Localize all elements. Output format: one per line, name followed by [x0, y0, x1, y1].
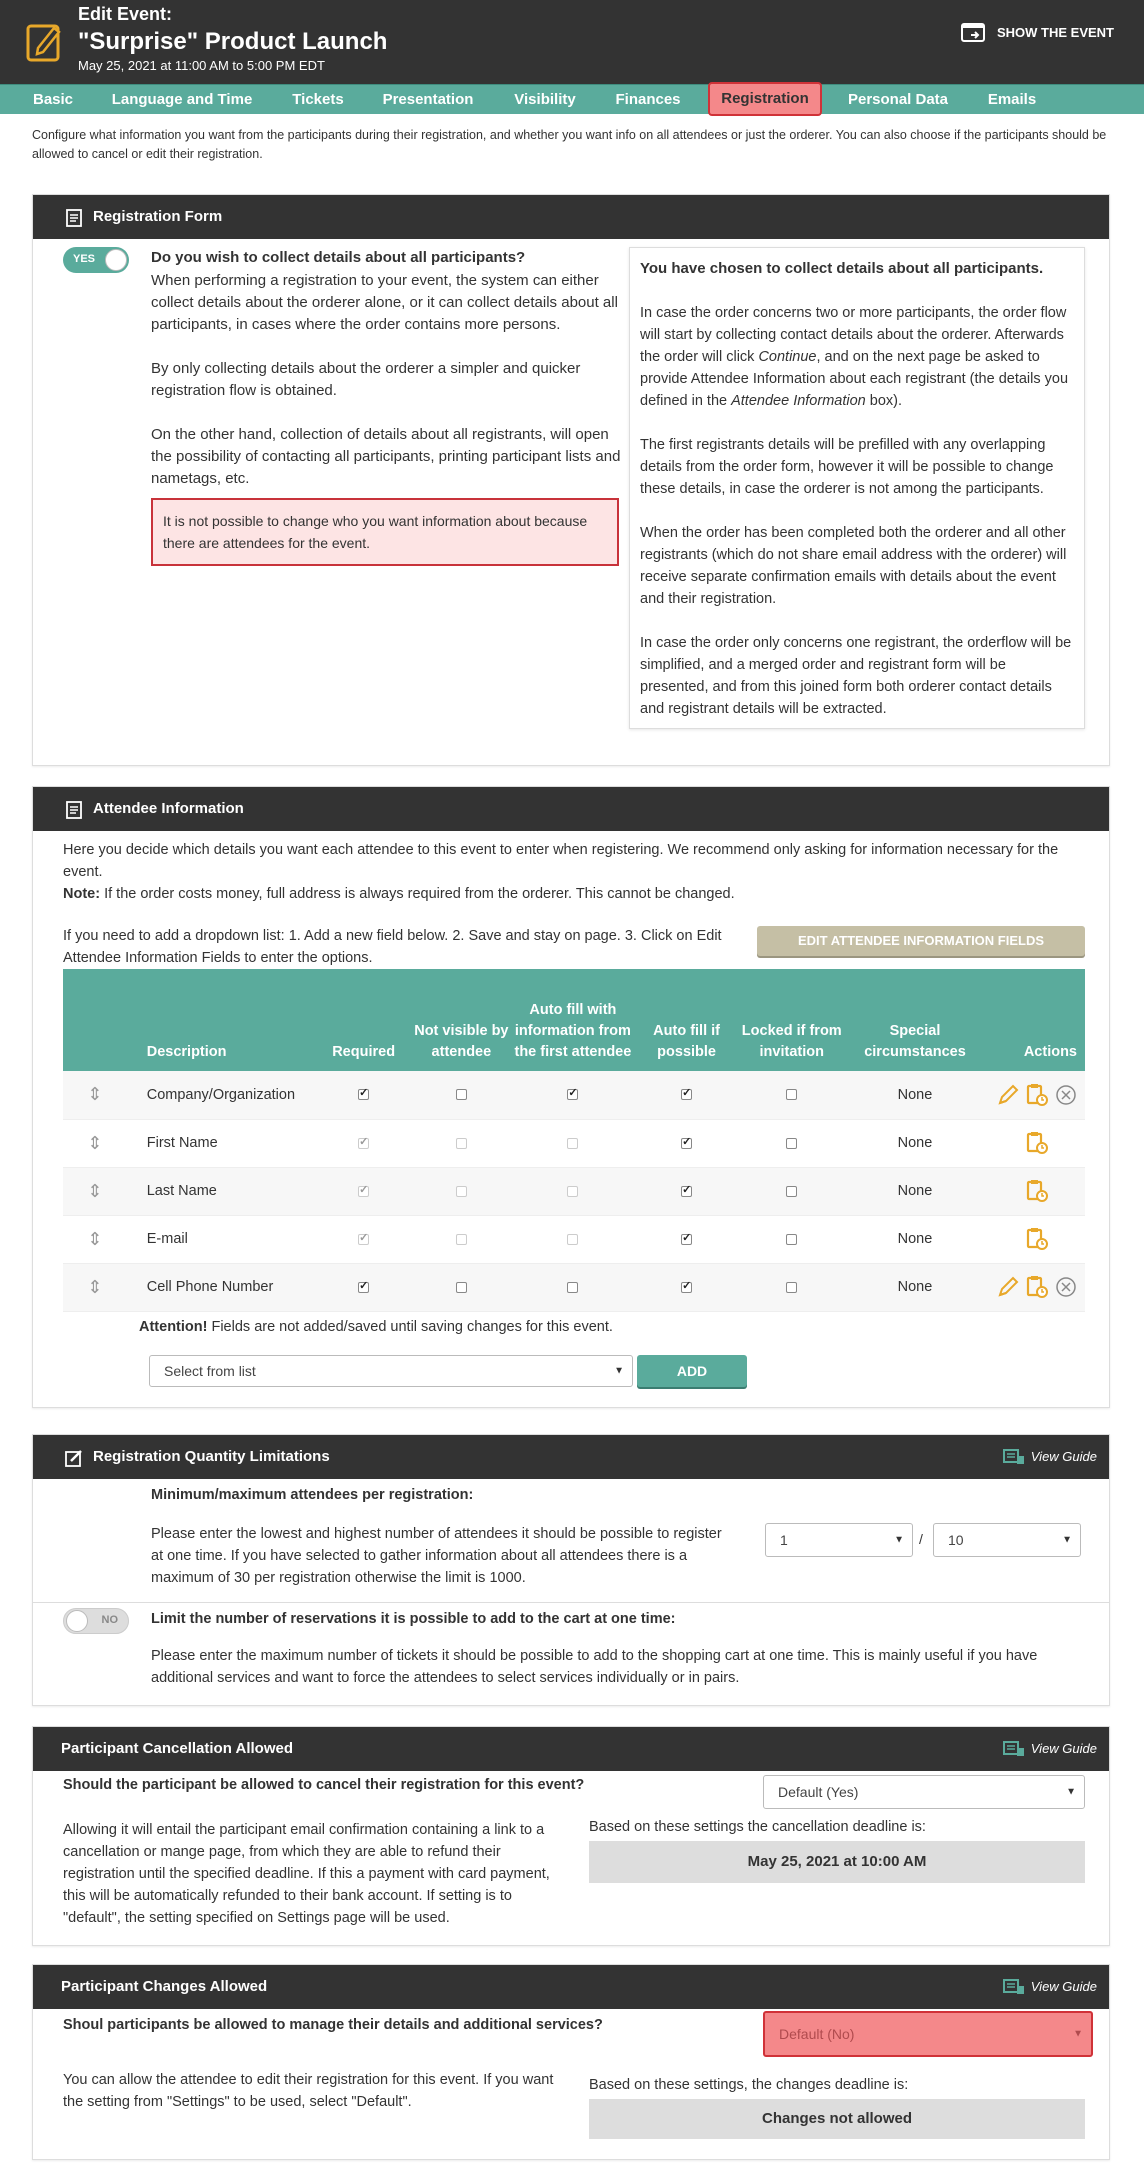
field-select[interactable] [149, 1355, 633, 1387]
show-event-icon [961, 21, 987, 43]
cart-limit-title: Limit the number of reservations it is possible to add to the cart at one time: [151, 1611, 676, 1627]
collect-all-toggle[interactable] [63, 247, 129, 273]
edit-event-icon [24, 20, 64, 64]
field-description: E-mail [127, 1215, 318, 1263]
panel-header [33, 1435, 1109, 1479]
drag-handle-icon[interactable]: ⇕ [87, 1228, 103, 1249]
clipboard-clock-icon[interactable] [1025, 1179, 1049, 1203]
col-autofill-first: Auto fill with information from the first attendee [513, 969, 632, 1071]
not-visible-checkbox [456, 1138, 467, 1149]
show-event-label: SHOW THE EVENT [996, 24, 1114, 40]
panel-header [33, 787, 1109, 831]
tab-bar [0, 84, 1144, 114]
chevron-down-icon: ▼ [894, 1534, 904, 1546]
clipboard-clock-icon[interactable] [1025, 1131, 1049, 1155]
table-row [63, 1215, 1085, 1263]
cart-limit-toggle[interactable] [63, 1608, 129, 1634]
cancellation-panel [32, 1726, 1110, 1946]
special-circumstances[interactable]: None [843, 1071, 987, 1119]
event-date: May 25, 2021 at 11:00 AM to 5:00 PM EDT [78, 58, 325, 73]
intro-text: Configure what information you want from the participants during their registration, and whether you want info on all attendees or just the orderer. You can also choose if the participants should be allowed to cancel or edit their registration. [32, 128, 1107, 161]
special-circumstances[interactable]: None [843, 1263, 987, 1311]
clipboard-clock-icon[interactable] [1025, 1275, 1049, 1299]
special-circumstances[interactable]: None [843, 1215, 987, 1263]
autofill-checkbox[interactable] [681, 1089, 692, 1100]
attendee-note: Note: If the order costs money, full address is always required from the orderer. This cannot be changed. [63, 886, 735, 902]
edit-icon [65, 1449, 83, 1467]
quantity-limitations-panel [32, 1434, 1110, 1706]
info-p3: When the order has been completed both the orderer and all other registrants (which do not share email address with the orderer) will receive separate confirmation emails with details about the event and their registration. [640, 525, 1067, 607]
info-p1: In case the order concerns two or more participants, the order flow will start by collecting contact details about the orderer. Afterwards the order will click Continue, and on the next page be asked to provide Attendee Information about each registrant (the details you defined in the Attendee Information box). [640, 305, 1069, 409]
required-checkbox[interactable] [358, 1089, 369, 1100]
view-guide-link[interactable]: View Guide [1003, 1435, 1097, 1479]
info-title: You have chosen to collect details about all participants. [640, 260, 1044, 277]
autofill-first-checkbox [567, 1234, 578, 1245]
toggle-knob [66, 1610, 88, 1632]
divider [33, 1602, 1109, 1603]
tab-finances[interactable]: Finances [615, 91, 681, 108]
col-actions: Actions [987, 969, 1085, 1071]
guide-icon [1003, 1449, 1025, 1465]
min-value: 1 [780, 1532, 788, 1548]
collect-p2: By only collecting details about the orderer a simpler and quicker registration flow is obtained. [151, 360, 581, 399]
attendee-fields-table [63, 969, 1085, 1312]
guide-icon [1003, 1979, 1025, 1995]
not-visible-checkbox[interactable] [456, 1282, 467, 1293]
special-circumstances[interactable]: None [843, 1119, 987, 1167]
cancel-deadline-label: Based on these settings the cancellation deadline is: [589, 1819, 926, 1835]
tab-personal-data[interactable]: Personal Data [847, 91, 949, 108]
panel-header [33, 1727, 1109, 1771]
drag-handle-icon[interactable]: ⇕ [87, 1276, 103, 1297]
table-row [63, 1167, 1085, 1215]
col-special: Special circumstances [843, 969, 987, 1071]
chevron-down-icon: ▼ [1073, 2028, 1083, 2040]
autofill-first-checkbox [567, 1138, 578, 1149]
changes-select-value: Default (No) [779, 2026, 855, 2042]
max-attendees-select[interactable] [933, 1523, 1081, 1557]
min-attendees-select[interactable] [765, 1523, 913, 1557]
tab-emails[interactable]: Emails [987, 91, 1037, 108]
autofill-checkbox[interactable] [681, 1186, 692, 1197]
changes-question: Shoul participants be allowed to manage their details and additional services? [63, 2017, 603, 2033]
autofill-first-checkbox[interactable] [567, 1089, 578, 1100]
info-p4: In case the order only concerns one registrant, the orderflow will be simplified, and a merged order and registrant form will be presented, and from this joined form both orderer contact details and registrant details will be extracted. [640, 635, 1072, 717]
drag-handle-icon[interactable]: ⇕ [87, 1132, 103, 1153]
table-header-row [63, 969, 1085, 1071]
view-guide-link[interactable]: View Guide [1003, 1727, 1097, 1771]
chevron-down-icon: ▼ [1066, 1786, 1076, 1798]
delete-icon[interactable] [1055, 1084, 1077, 1106]
max-value: 10 [948, 1532, 964, 1548]
not-visible-checkbox [456, 1234, 467, 1245]
autofill-checkbox[interactable] [681, 1282, 692, 1293]
info-p2: The first registrants details will be prefilled with any overlapping details from the order form, however it will be possible to change these details, in case the orderer is not among the participants. [640, 437, 1054, 497]
change-alert: It is not possible to change who you want information about because there are attendees for the event. [151, 498, 619, 566]
cancel-text: Allowing it will entail the participant email confirmation containing a link to a cancellation or mange page, from which they are able to refund their registration until the specified deadline. If this a payment with card payment, this will be automatically refunded to their bank account. If setting is to "default", the setting specified on Settings page will be used. [63, 1822, 550, 1926]
panel-header [33, 195, 1109, 239]
not-visible-checkbox [456, 1186, 467, 1197]
cancel-select[interactable] [763, 1775, 1085, 1809]
autofill-first-checkbox [567, 1186, 578, 1197]
locked-checkbox[interactable] [786, 1089, 797, 1100]
col-locked: Locked if from invitation [741, 969, 843, 1071]
minmax-separator: / [919, 1531, 923, 1547]
not-visible-checkbox[interactable] [456, 1089, 467, 1100]
tab-visibility[interactable]: Visibility [514, 91, 576, 108]
field-select-value: Select from list [164, 1363, 256, 1379]
toggle-label: YES [73, 253, 96, 265]
pencil-icon[interactable] [997, 1084, 1019, 1106]
field-description: Last Name [127, 1167, 318, 1215]
changes-deadline-label: Based on these settings, the changes deadline is: [589, 2077, 909, 2093]
drag-handle-icon[interactable]: ⇕ [87, 1180, 103, 1201]
field-description: First Name [127, 1119, 318, 1167]
view-guide-link[interactable]: View Guide [1003, 1965, 1097, 2009]
col-autofill: Auto fill if possible [632, 969, 740, 1071]
attendee-desc: Here you decide which details you want each attendee to this event to enter when registering. We recommend only asking for information necessary for the event. [63, 842, 1059, 880]
col-not-visible: Not visible by attendee [409, 969, 513, 1071]
cancel-select-value: Default (Yes) [778, 1784, 859, 1800]
drag-handle-icon[interactable]: ⇕ [87, 1084, 103, 1105]
panel-title: Participant Cancellation Allowed [61, 1740, 293, 1757]
cart-limit-text: Please enter the maximum number of tickets it should be possible to add to the shopping cart at one time. This is mainly useful if you have additional services and want to force the attendees to select services individually or in pairs. [151, 1648, 1038, 1686]
cancel-question: Should the participant be allowed to cancel their registration for this event? [63, 1777, 585, 1793]
cancel-deadline-value: May 25, 2021 at 10:00 AM [589, 1841, 1085, 1883]
collect-p1: When performing a registration to your event, the system can either collect details about the orderer alone, or it can collect details about all participants, in cases where the order contains more persons. [151, 272, 618, 333]
panel-title: Registration Quantity Limitations [93, 1448, 330, 1465]
changes-text: You can allow the attendee to edit their registration for this event. If you want the setting from "Settings" to be used, select "Default". [63, 2072, 554, 2110]
edit-attendee-fields-button[interactable]: EDIT ATTENDEE INFORMATION FIELDS [757, 926, 1085, 956]
pencil-icon[interactable] [997, 1276, 1019, 1298]
dropdown-help: If you need to add a dropdown list: 1. Add a new field below. 2. Save and stay on page. 3. Click on Edit Attendee Information Fields to enter the options. [63, 928, 722, 966]
locked-checkbox[interactable] [786, 1234, 797, 1245]
tab-tickets[interactable]: Tickets [292, 91, 344, 108]
show-event-button[interactable] [961, 20, 1114, 44]
chevron-down-icon: ▼ [614, 1365, 624, 1377]
special-circumstances[interactable]: None [843, 1167, 987, 1215]
minmax-title: Minimum/maximum attendees per registration: [151, 1487, 474, 1503]
minmax-text: Please enter the lowest and highest number of attendees it should be possible to register at one time. If you have selected to gather information about all attendees there is a maximum of 30 per registration otherwise the limit is 1000. [151, 1526, 722, 1586]
required-checkbox [358, 1138, 369, 1149]
field-description: Cell Phone Number [127, 1263, 318, 1311]
clipboard-clock-icon[interactable] [1025, 1227, 1049, 1251]
clipboard-clock-icon[interactable] [1025, 1083, 1049, 1107]
chevron-down-icon: ▼ [1062, 1534, 1072, 1546]
info-box [629, 247, 1085, 729]
field-description: Company/Organization [127, 1071, 318, 1119]
autofill-checkbox[interactable] [681, 1138, 692, 1149]
tab-basic[interactable]: Basic [32, 91, 74, 108]
table-row [63, 1263, 1085, 1311]
table-row [63, 1071, 1085, 1119]
locked-checkbox[interactable] [786, 1138, 797, 1149]
event-title: "Surprise" Product Launch [78, 28, 388, 55]
table-row [63, 1119, 1085, 1167]
panel-title: Participant Changes Allowed [61, 1978, 268, 1995]
event-header [0, 0, 1144, 84]
col-description: Description [127, 969, 318, 1071]
guide-icon [1003, 1741, 1025, 1757]
required-checkbox [358, 1186, 369, 1197]
locked-checkbox[interactable] [786, 1282, 797, 1293]
changes-panel [32, 1964, 1110, 2160]
tab-registration[interactable]: Registration [708, 82, 822, 116]
registration-form-panel [32, 194, 1110, 766]
collect-p3: On the other hand, collection of details about all registrants, will open the possibility of contacting all participants, printing participant lists and nametags, etc. [151, 426, 621, 487]
col-required: Required [318, 969, 409, 1071]
collect-question: Do you wish to collect details about all participants? [151, 249, 526, 266]
panel-header [33, 1965, 1109, 2009]
required-checkbox[interactable] [358, 1282, 369, 1293]
changes-select[interactable] [763, 2011, 1093, 2057]
tab-presentation[interactable]: Presentation [382, 91, 474, 108]
required-checkbox [358, 1234, 369, 1245]
locked-checkbox[interactable] [786, 1186, 797, 1197]
form-icon [65, 209, 83, 227]
autofill-checkbox[interactable] [681, 1234, 692, 1245]
changes-deadline-value: Changes not allowed [589, 2099, 1085, 2139]
autofill-first-checkbox[interactable] [567, 1282, 578, 1293]
panel-title: Registration Form [93, 208, 223, 225]
delete-icon[interactable] [1055, 1276, 1077, 1298]
edit-event-label: Edit Event: [78, 4, 173, 24]
toggle-knob [105, 249, 127, 271]
tab-language-and-time[interactable]: Language and Time [111, 91, 253, 108]
toggle-label: NO [101, 1614, 118, 1626]
attention-note: Attention! Fields are not added/saved until saving changes for this event. [139, 1319, 613, 1335]
add-field-button[interactable]: ADD [637, 1355, 747, 1387]
panel-title: Attendee Information [93, 800, 244, 817]
form-icon [65, 801, 83, 819]
attendee-information-panel [32, 786, 1110, 1408]
